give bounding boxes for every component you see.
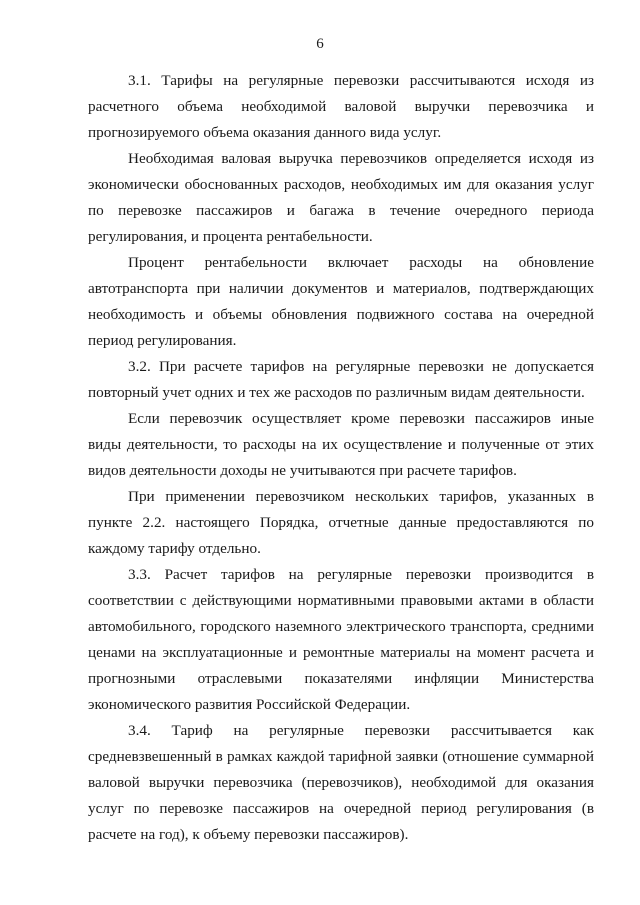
paragraph-other-activities: Если перевозчик осуществляет кроме перевозки пассажиров иные виды деятельности, то расходы на их осуществление и полученные от этих видов деятельности доходы не учитываются при расчете тарифов.: [88, 410, 594, 479]
paragraph-3-1: 3.1. Тарифы на регулярные перевозки рассчитываются исходя из расчетного объема необходимой валовой выручки перевозчика и прогнозируемого объема оказания данного вида услуг.: [88, 72, 594, 141]
paragraph-profitability: Процент рентабельности включает расходы на обновление автотранспорта при наличии документов и материалов, подтверждающих необходимость и объемы обновления подвижного состава на очередной период регулирования.: [88, 254, 594, 349]
document-body: [88, 68, 594, 848]
page-number: 6: [316, 36, 324, 52]
paragraph-gross-revenue: Необходимая валовая выручка перевозчиков определяется исходя из экономически обоснованных расходов, необходимых им для оказания услуг по перевозке пассажиров и багажа в течение очередного периода регулирования, и процента рентабельности.: [88, 150, 594, 245]
paragraph-multiple-tariffs: При применении перевозчиком нескольких тарифов, указанных в пункте 2.2. настоящего Порядка, отчетные данные предоставляются по каждому тарифу отдельно.: [88, 488, 594, 557]
paragraph-3-2: 3.2. При расчете тарифов на регулярные перевозки не допускается повторный учет одних и тех же расходов по различным видам деятельности.: [88, 358, 594, 401]
paragraph-3-3: 3.3. Расчет тарифов на регулярные перевозки производится в соответствии с действующими нормативными правовыми актами в области автомобильного, городского наземного электрического транспорта, средними ценами на эксплуатационные и ремонтные материалы на момент расчета и прогнозными отраслевыми показателями инфляции Министерства экономического развития Российской Федерации.: [88, 566, 594, 713]
paragraph-3-4: 3.4. Тариф на регулярные перевозки рассчитывается как средневзвешенный в рамках каждой тарифной заявки (отношение суммарной валовой выручки перевозчика (перевозчиков), необходимой для оказания услуг по перевозке пассажиров на очередной период регулирования (в расчете на год), к объему перевозки пассажиров).: [88, 722, 594, 843]
